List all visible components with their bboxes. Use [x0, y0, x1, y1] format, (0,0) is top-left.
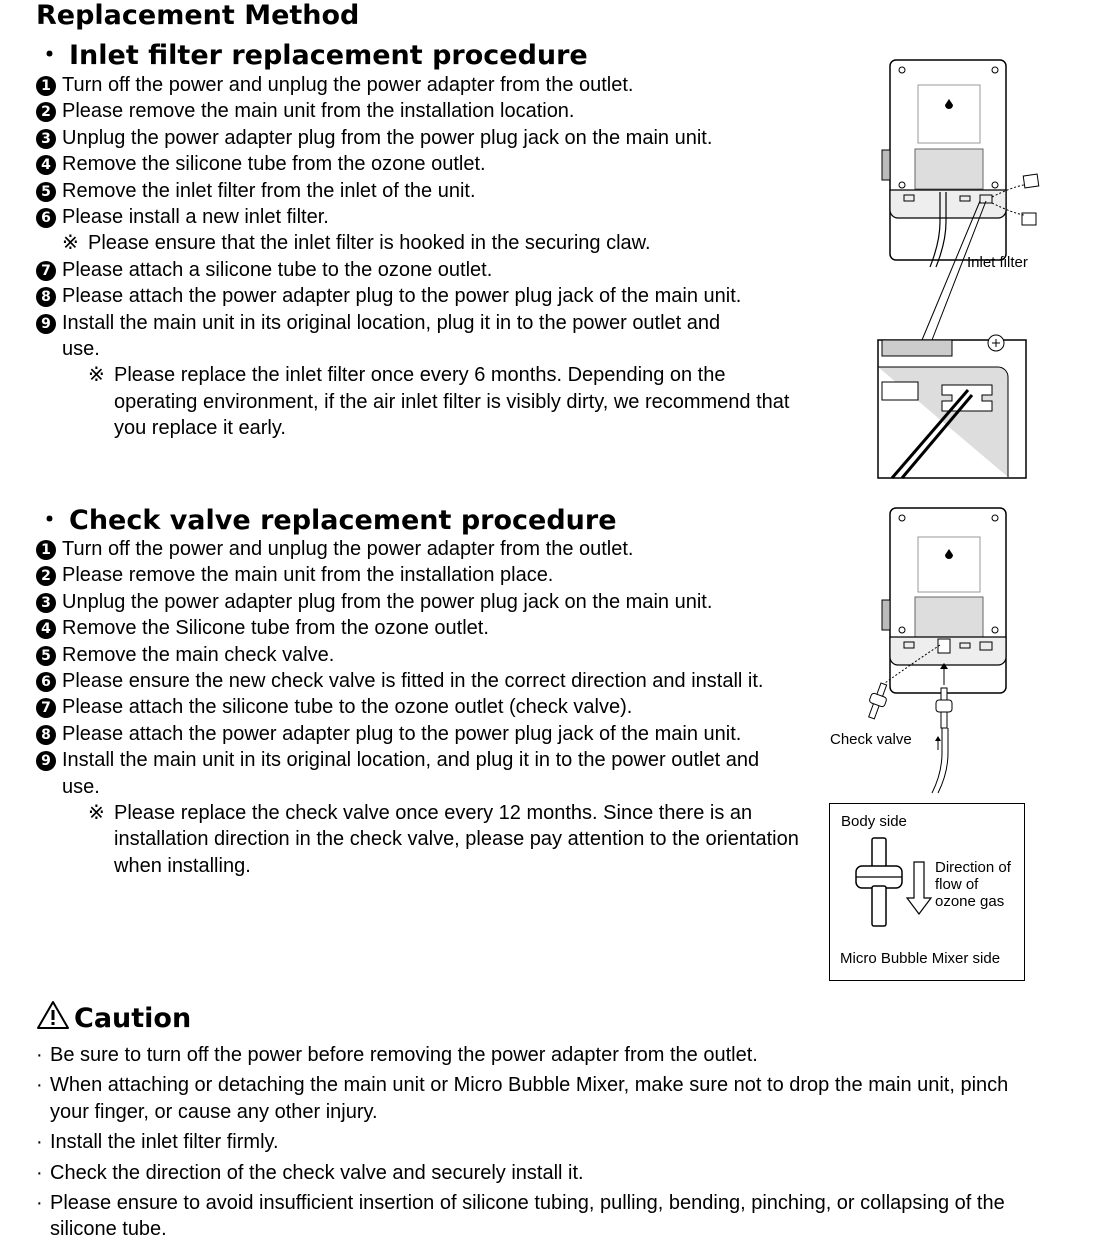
- step-text: Install the main unit in its original location, and plug it in to the power outlet and use.: [62, 749, 760, 798]
- list-bullet: ·: [36, 1044, 43, 1066]
- warning-triangle-icon: [36, 1000, 70, 1030]
- body-side-label: Body side: [841, 813, 907, 830]
- step-text: Remove the Silicone tube from the ozone outlet.: [62, 617, 489, 640]
- check-step-1: [36, 536, 826, 562]
- inlet-step-5: [36, 178, 826, 204]
- step-number: 4: [36, 155, 56, 175]
- inlet-steps: [36, 72, 826, 442]
- check-valve-figure: [860, 505, 1060, 795]
- inlet-step-1: [36, 72, 826, 98]
- caution-list: [36, 1042, 1076, 1247]
- inlet-step-6-note: [36, 230, 826, 256]
- step-number: 3: [36, 129, 56, 149]
- step-text: Please attach the silicone tube to the ozone outlet (check valve).: [62, 696, 633, 719]
- list-bullet: ·: [36, 1192, 43, 1215]
- caution-item: [36, 1129, 1076, 1155]
- inlet-step-6: [36, 204, 826, 230]
- inlet-heading-text: Inlet filter replacement procedure: [69, 40, 588, 71]
- flow-direction-label: Direction of flow of ozone gas: [935, 859, 1011, 910]
- inlet-filter-label: Inlet filter: [967, 254, 1028, 271]
- check-step-8: [36, 721, 752, 747]
- valve-direction-diagram: [829, 803, 1025, 981]
- check-step-3: [36, 589, 826, 615]
- step-text: Install the main unit in its original location, plug it in to the power outlet and use.: [62, 311, 721, 361]
- step-number: 1: [36, 540, 56, 560]
- caution-text: Check the direction of the check valve and securely install it.: [50, 1161, 584, 1184]
- step-text: Please remove the main unit from the installation place.: [62, 564, 554, 587]
- check-step-5: [36, 642, 826, 668]
- check-step-4: [36, 615, 826, 641]
- bullet: ・: [36, 40, 63, 71]
- caution-text: Be sure to turn off the power before removing the power adapter from the outlet.: [50, 1044, 758, 1066]
- check-step-6: [36, 668, 782, 694]
- caution-text: Please ensure to avoid insufficient insertion of silicone tubing, pulling, bending, pinching, or collapsing of the silicone tube.: [50, 1192, 1005, 1241]
- step-text: Remove the main check valve.: [62, 643, 335, 666]
- step-text: Please attach the power adapter plug to the power plug jack of the main unit.: [62, 722, 742, 745]
- step-text: Please ensure the new check valve is fitted in the correct direction and install it.: [62, 670, 764, 693]
- step-number: 4: [36, 619, 56, 639]
- step-number: 2: [36, 566, 56, 586]
- bullet: ・: [36, 505, 63, 536]
- step-number: 8: [36, 287, 56, 307]
- step-number: 9: [36, 314, 56, 334]
- check-heading: [36, 505, 617, 537]
- step-text: Please install a new inlet filter.: [62, 206, 329, 229]
- step-number: 6: [36, 672, 56, 692]
- inlet-step-7: [36, 257, 826, 283]
- inlet-step-8: [36, 283, 752, 309]
- step-text: Please attach a silicone tube to the ozone outlet.: [62, 258, 493, 281]
- list-bullet: ·: [36, 1131, 43, 1154]
- step-text: Remove the inlet filter from the inlet of the unit.: [62, 179, 476, 202]
- note-mark: ※: [88, 364, 105, 387]
- caution-item: [36, 1072, 1050, 1125]
- check-final-note: [36, 800, 834, 879]
- caution-heading-text: Caution: [74, 1003, 192, 1034]
- inlet-heading: [36, 40, 588, 72]
- step-number: 7: [36, 698, 56, 718]
- inlet-step-2: [36, 98, 826, 124]
- list-bullet: ·: [36, 1161, 43, 1184]
- inlet-step-9: [36, 310, 752, 363]
- check-valve-label: Check valve: [830, 731, 912, 748]
- note-text: Please replace the check valve once every 12 months. Since there is an installation direction in the check valve, please pay attention to the orientation when installing.: [114, 802, 799, 877]
- inlet-step-3: [36, 125, 826, 151]
- step-text: Remove the silicone tube from the ozone outlet.: [62, 153, 486, 176]
- inlet-final-note: [36, 362, 804, 441]
- mixer-side-label: Micro Bubble Mixer side: [840, 950, 1001, 967]
- note-text: Please ensure that the inlet filter is hooked in the securing claw.: [88, 232, 651, 255]
- step-text: Unplug the power adapter plug from the power plug jack on the main unit.: [62, 590, 713, 613]
- caution-item: [36, 1042, 1076, 1068]
- caution-item: [36, 1160, 1076, 1186]
- note-text: Please replace the inlet filter once every 6 months. Depending on the operating environment, if the air inlet filter is visibly dirty, we recommend that you replace it early.: [114, 364, 790, 440]
- step-number: 5: [36, 646, 56, 666]
- check-step-9: [36, 747, 782, 800]
- step-text: Turn off the power and unplug the power adapter from the outlet.: [62, 74, 634, 96]
- step-number: 6: [36, 208, 56, 228]
- check-heading-text: Check valve replacement procedure: [69, 505, 617, 536]
- check-step-2: [36, 562, 826, 588]
- caution-item: [36, 1190, 1076, 1243]
- list-bullet: ·: [36, 1074, 43, 1097]
- step-text: Please attach the power adapter plug to the power plug jack of the main unit.: [62, 285, 742, 308]
- step-text: Please remove the main unit from the installation location.: [62, 100, 575, 123]
- step-text: Turn off the power and unplug the power adapter from the outlet.: [62, 538, 634, 560]
- step-number: 3: [36, 593, 56, 613]
- note-mark: ※: [62, 232, 79, 255]
- caution-text: Install the inlet filter firmly.: [50, 1131, 279, 1154]
- check-step-7: [36, 694, 826, 720]
- check-steps: [36, 536, 826, 879]
- inlet-step-4: [36, 151, 826, 177]
- caution-heading: [36, 1000, 191, 1037]
- note-mark: ※: [88, 802, 105, 825]
- page-title: Replacement Method: [36, 0, 360, 31]
- step-number: 9: [36, 751, 56, 771]
- step-number: 8: [36, 725, 56, 745]
- step-number: 1: [36, 76, 56, 96]
- step-text: Unplug the power adapter plug from the power plug jack on the main unit.: [62, 126, 713, 149]
- step-number: 5: [36, 182, 56, 202]
- step-number: 7: [36, 261, 56, 281]
- caution-text: When attaching or detaching the main unit or Micro Bubble Mixer, make sure not to drop the main unit, pinch your finger, or cause any other injury.: [50, 1074, 1009, 1123]
- step-number: 2: [36, 102, 56, 122]
- inlet-filter-figure: [860, 55, 1060, 485]
